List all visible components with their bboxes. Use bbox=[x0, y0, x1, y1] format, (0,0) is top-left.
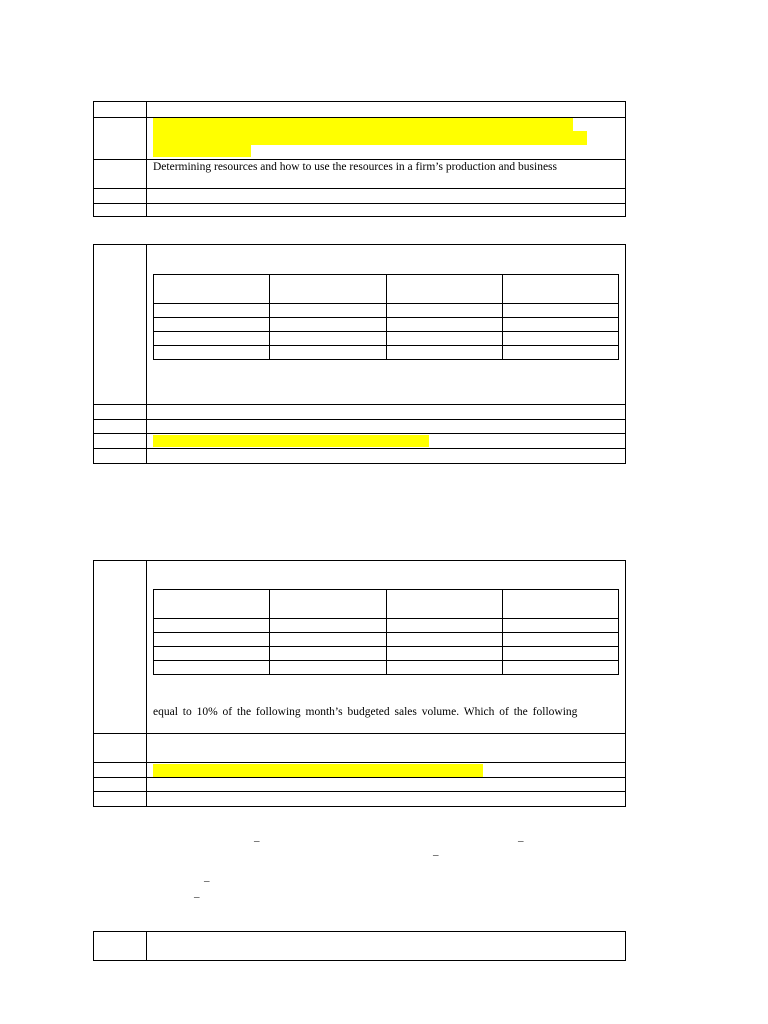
option-text: Determining resources and how to use the resources in a firm’s production and business bbox=[153, 161, 557, 173]
question-table-3 bbox=[93, 560, 626, 807]
question-table-1 bbox=[93, 101, 626, 217]
question-1-option-row bbox=[94, 203, 625, 216]
question-2-option-row bbox=[94, 448, 625, 463]
highlight-bar bbox=[153, 764, 483, 777]
question-4-stem-row bbox=[94, 932, 625, 960]
question-2-option-row bbox=[94, 404, 625, 419]
stray-mark: – bbox=[518, 835, 524, 847]
highlight-bar bbox=[153, 118, 573, 131]
question-3-option-row bbox=[94, 733, 625, 762]
stray-mark: – bbox=[254, 835, 260, 847]
question-3-option-row bbox=[94, 791, 625, 806]
highlight-bar bbox=[153, 145, 251, 157]
question-1-option-row bbox=[94, 188, 625, 203]
question-table-4 bbox=[93, 931, 626, 961]
inner-data-table bbox=[153, 589, 619, 675]
question-3-option-row bbox=[94, 777, 625, 791]
highlight-bar bbox=[153, 435, 429, 447]
highlight-bar bbox=[153, 131, 587, 145]
stray-mark: – bbox=[204, 875, 210, 887]
question-1-number-row bbox=[94, 102, 625, 117]
question-stem-text: equal to 10% of the following month’s budgeted sales volume. Which of the following bbox=[153, 706, 578, 718]
question-1-option-row bbox=[94, 159, 625, 188]
question-3-highlighted-option-row bbox=[94, 762, 625, 777]
question-1-highlighted-option-row bbox=[94, 117, 625, 159]
stray-mark: – bbox=[433, 849, 439, 861]
stray-mark: – bbox=[194, 891, 200, 903]
question-2-option-row bbox=[94, 419, 625, 433]
question-table-2 bbox=[93, 244, 626, 464]
question-2-stem-row bbox=[94, 245, 625, 404]
question-3-stem-row bbox=[94, 561, 625, 733]
question-2-highlighted-option-row bbox=[94, 433, 625, 448]
inner-data-table bbox=[153, 274, 619, 360]
